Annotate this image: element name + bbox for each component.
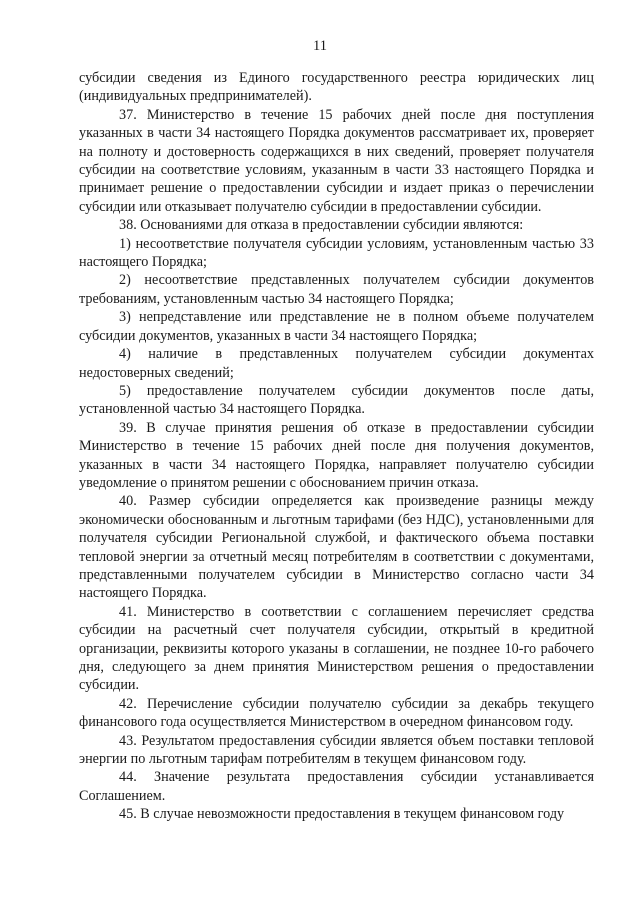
paragraph-44: 44. Значение результата предоставления субсидии устанавливается Соглашением. <box>79 769 594 804</box>
paragraph-43: 43. Результатом предоставления субсидии является объем поставки тепловой энергии по льготным тарифам потребителям в текущем финансовом году. <box>79 732 594 768</box>
list-item-5: 5) предоставление получателем субсидии документов после даты, установленной частью 34 настоящего Порядка. <box>79 382 594 418</box>
list-item-3: 3) непредставление или представление не в полном объеме получателем субсидии документов, указанных в части 34 настоящего Порядка; <box>79 309 594 344</box>
list-item-1: 1) несоответствие получателя субсидии условиям, установленным частью 33 настоящего Порядка; <box>79 235 594 271</box>
list-item-4: 4) наличие в представленных получателем субсидии документах недостоверных сведений; <box>79 346 594 381</box>
paragraph-38: 38. Основаниями для отказа в предоставлении субсидии являются: <box>119 217 524 234</box>
paragraph-42: 42. Перечисление субсидии получателю субсидии за декабрь текущего финансового года осуществляется Министерством в очередном финансовом году. <box>79 695 594 731</box>
list-item-2: 2) несоответствие представленных получателем субсидии документов требованиям, установленным частью 34 настоящего Порядка; <box>79 272 594 307</box>
paragraph-40: 40. Размер субсидии определяется как произведение разницы между экономически обоснованным и льготным тарифами (без НДС), установленными для получателя субсидии Региональной службой, и фактического объема поставки тепловой энергии за отчетный месяц потребителям в соответствии с документами, представленными получателем субсидии в Министерство согласно части 34 настоящего Порядка. <box>79 493 594 602</box>
paragraph-41: 41. Министерство в соответствии с соглашением перечисляет средства субсидии на расчетный счет получателя субсидии, открытый в кредитной организации, реквизиты которого указаны в соглашении, не позднее 10-го рабочего дня, следующего за днем принятия Министерством решения о предоставлении субсидии. <box>79 603 594 694</box>
paragraph-45: 45. В случае невозможности предоставления в текущем финансовом году <box>119 806 565 823</box>
paragraph-continuation: субсидии сведения из Единого государственного реестра юридических лиц (индивидуальных предпринимателей). <box>79 70 594 105</box>
paragraph-39: 39. В случае принятия решения об отказе в предоставлении субсидии Министерство в течение 15 рабочих дней после дня получения документов, указанных в части 34 настоящего Порядка, направляет получателю субсидии уведомление о принятом решении с обоснованием причин отказа. <box>79 419 594 491</box>
document-body <box>79 69 594 824</box>
page-number: 11 <box>313 38 327 54</box>
paragraph-37: 37. Министерство в течение 15 рабочих дней после дня поступления указанных в части 34 настоящего Порядка документов рассматривает их, проверяет на полноту и достоверность содержащихся в них сведений, проверяет получателя субсидии на соответствие условиям, указанным в части 33 настоящего Порядка и принимает решение о предоставлении субсидии и издает приказ о перечислении субсидии или отказывает получателю субсидии в предоставлении субсидии. <box>79 106 594 215</box>
